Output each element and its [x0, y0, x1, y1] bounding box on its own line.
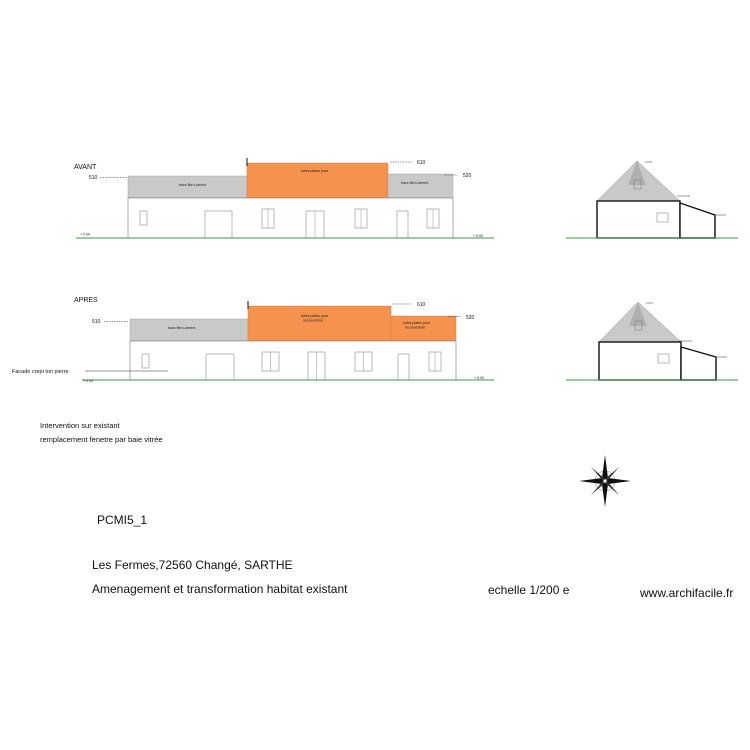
- avant-level-520: 520: [463, 173, 472, 179]
- apres-section-house: [599, 342, 681, 380]
- scale-label: echelle 1/200 e: [488, 583, 570, 597]
- apres-section: [566, 302, 738, 380]
- apres-wall: [130, 341, 456, 380]
- apres-ground-left: + 0.00: [83, 379, 94, 383]
- apres-ground-right: + 0.00: [474, 376, 485, 380]
- apres-roof-center: [248, 306, 391, 341]
- avant-section-annex: [680, 203, 715, 238]
- avant-wall: [128, 198, 453, 238]
- apres-facade-note: Facade crepi ton pierre: [12, 369, 69, 375]
- apres-section-annex: [681, 347, 716, 380]
- apres-level-510: 510: [92, 319, 101, 325]
- apres-level-610: 610: [417, 302, 426, 308]
- avant-roof-left: [128, 176, 247, 198]
- avant-roof-center-label: tuiles plates pour: [301, 169, 329, 173]
- avant-roof-right-label: bacs fibro-ciment: [401, 181, 429, 185]
- avant-section: [566, 161, 738, 238]
- avant-section-house: [597, 201, 680, 238]
- avant-title: AVANT: [74, 164, 97, 171]
- avant-ground-right: + 0.00: [473, 234, 484, 238]
- avant-level-610: 610: [417, 160, 426, 166]
- avant-ground-left: + 0.00: [80, 232, 91, 237]
- apres-facade: [12, 297, 494, 383]
- avant-facade: [74, 158, 494, 238]
- note-replacement: remplacement fenetre par baie vitrée: [40, 435, 163, 444]
- apres-roof-left: [130, 319, 248, 341]
- website-label: www.archifacile.fr: [640, 586, 734, 600]
- project-description: Amenagement et transformation habitat existant: [92, 582, 348, 596]
- apres-title: APRES: [74, 297, 98, 304]
- project-address: Les Fermes,72560 Changé, SARTHE: [92, 558, 293, 572]
- avant-roof-right: [388, 174, 453, 198]
- compass-rose-icon: [579, 455, 631, 507]
- apres-roof-left-label: bacs fibro-ciment: [168, 326, 196, 330]
- avant-level-510: 510: [89, 175, 98, 181]
- apres-roof-right-label: tuiles plates pour recouverture: [403, 321, 431, 330]
- apres-roof-center-label: tuiles plates pour recouverture: [301, 314, 329, 323]
- note-intervention: Intervention sur existant: [40, 421, 120, 430]
- project-id: PCMI5_1: [97, 513, 148, 527]
- apres-level-520: 520: [466, 315, 475, 321]
- avant-roof-left-label: bacs fibro-ciment: [179, 183, 207, 187]
